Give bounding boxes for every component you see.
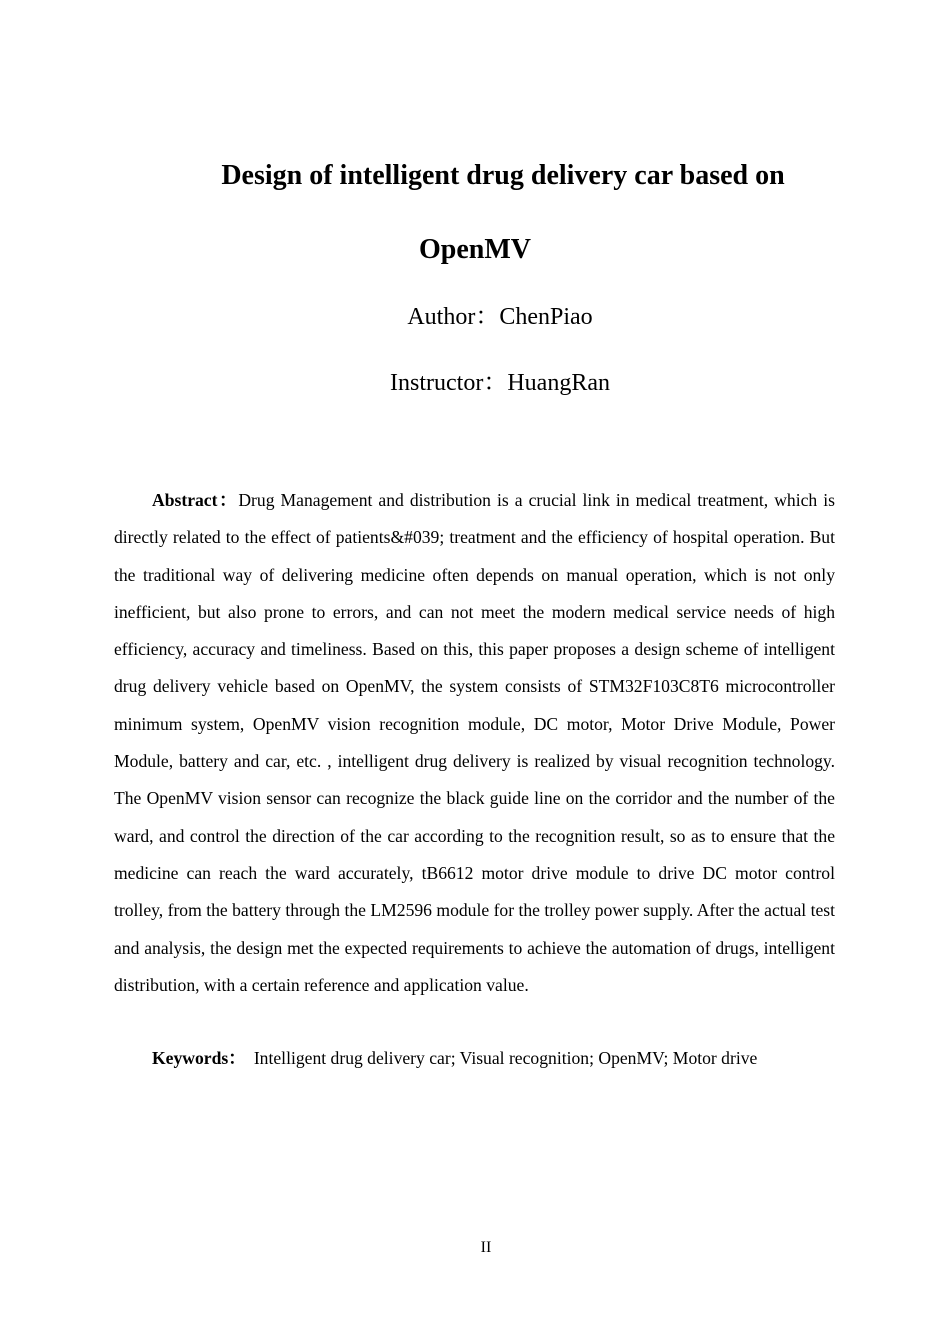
title-line-1: Design of intelligent drug delivery car based on [221, 160, 785, 191]
keywords-text: Intelligent drug delivery car; Visual recognition; OpenMV; Motor drive [253, 1048, 758, 1068]
abstract-label: Abstract： [152, 490, 239, 510]
instructor-line [25, 368, 950, 398]
abstract-text: Drug Management and distribution is a crucial link in medical treatment, which is directly related to the effect of patients&#039; treatment and the efficiency of hospital operation. But the traditional way of delivering medicine often depends on manual operation, which is not only inefficient, but also prone to errors, and can not meet the modern medical service needs of high efficiency, accuracy and timeliness. Based on this, this paper proposes a design scheme of intelligent drug delivery vehicle based on OpenMV, the system consists of STM32F103C8T6 microcontroller minimum system, OpenMV vision recognition module, DC motor, Motor Drive Module, Power Module, battery and car, etc. , intelligent drug delivery is realized by visual recognition technology. The OpenMV vision sensor can recognize the black guide line on the corridor and the number of the ward, and control the direction of the car according to the recognition result, so as to ensure that the medicine can reach the ward accurately, tB6612 motor drive module to drive DC motor control trolley, from the battery through the LM2596 module for the trolley power supply. After the actual test and analysis, the design met the expected requirements to achieve the automation of drugs, intelligent distribution, with a certain reference and application value. [114, 490, 835, 995]
instructor-name: HuangRan [507, 370, 610, 396]
abstract-paragraph [114, 482, 835, 1004]
author-label: Author： [407, 304, 500, 330]
author-line [25, 302, 950, 332]
keywords-label: Keywords： [152, 1048, 246, 1068]
author-name: ChenPiao [499, 304, 593, 330]
instructor-label: Instructor： [390, 370, 508, 396]
page-number: II [480, 1239, 492, 1256]
keywords-paragraph [114, 1040, 835, 1077]
title-line-2: OpenMV [419, 234, 531, 265]
